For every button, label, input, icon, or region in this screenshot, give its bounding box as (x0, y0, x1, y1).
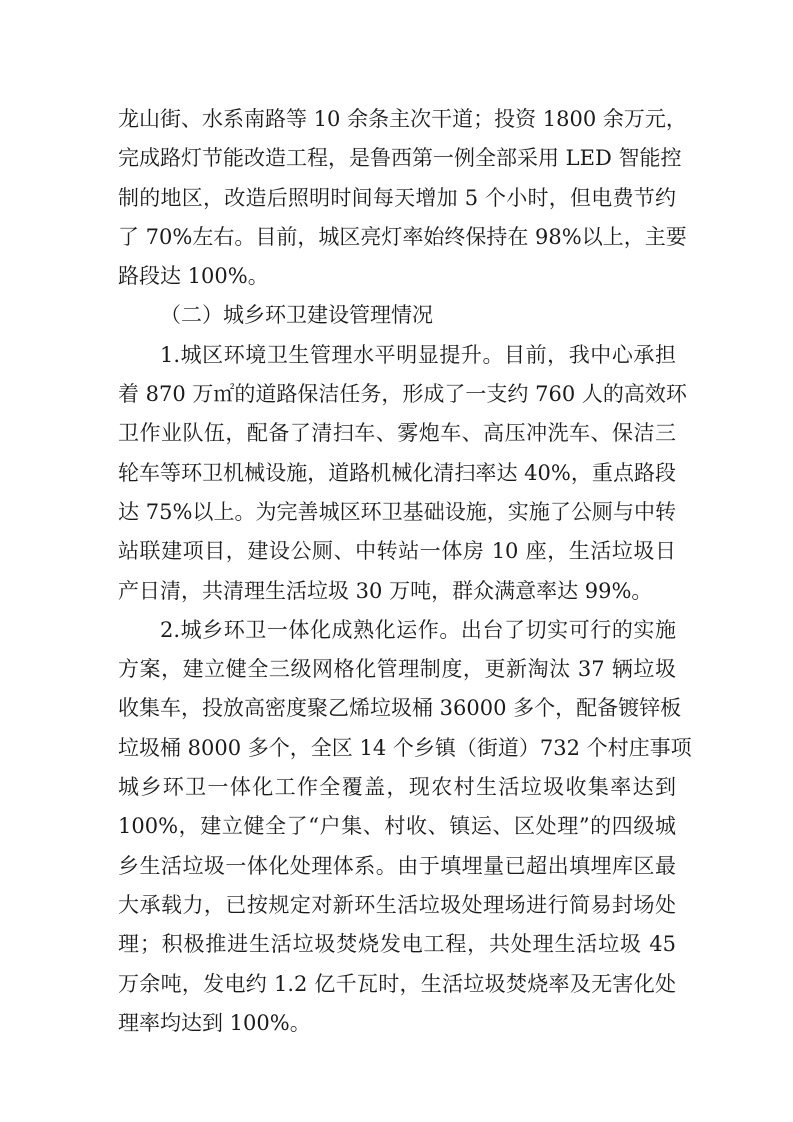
text-line: 达 75%以上。为完善城区环卫基础设施，实施了公厕与中转 (118, 499, 676, 524)
text-line: 路段达 100%。 (118, 264, 269, 289)
text-line: 着 870 万㎡的道路保洁任务，形成了一支约 760 人的高效环 (118, 382, 687, 407)
paragraph-urban-rural-integration (118, 611, 692, 1043)
text-line: 理；积极推进生活垃圾焚烧发电工程，共处理生活垃圾 45 (118, 932, 676, 957)
document-page (118, 100, 692, 1043)
text-line: 1.城区环境卫生管理水平明显提升。目前，我中心承担 (160, 342, 676, 367)
text-line: 完成路灯节能改造工程，是鲁西第一例全部采用 LED 智能控 (118, 146, 682, 171)
paragraph-urban-sanitation (118, 336, 687, 611)
text-line: 卫作业队伍，配备了清扫车、雾炮车、高压冲洗车、保洁三 (118, 421, 676, 446)
text-line: 站联建项目，建设公厕、中转站一体房 10 座，生活垃圾日 (118, 539, 676, 564)
text-line: 制的地区，改造后照明时间每天增加 5 个小时，但电费节约 (118, 185, 676, 210)
text-line: 垃圾桶 8000 多个，全区 14 个乡镇（街道）732 个村庄事项 (118, 735, 692, 760)
paragraph-street-lighting (118, 100, 687, 296)
text-line: 轮车等环卫机械设施，道路机械化清扫率达 40%，重点路段 (118, 460, 676, 485)
text-line: 龙山街、水系南路等 10 余条主次干道；投资 1800 余万元， (118, 107, 687, 131)
text-line: 2.城乡环卫一体化成熟化运作。出台了切实可行的实施 (160, 617, 676, 642)
text-line: 收集车，投放高密度聚乙烯垃圾桶 36000 多个，配备镀锌板 (118, 696, 682, 721)
text-line: 城乡环卫一体化工作全覆盖，现农村生活垃圾收集率达到 (118, 775, 676, 800)
text-line: 理率均达到 100%。 (118, 1010, 311, 1035)
text-line: 产日清，共清理生活垃圾 30 万吨，群众满意率达 99%。 (118, 578, 653, 603)
section-heading: （二）城乡环卫建设管理情况 (160, 303, 433, 328)
text-line: 方案，建立健全三级网格化管理制度，更新淘汰 37 辆垃圾 (118, 657, 676, 682)
text-line: 了 70%左右。目前，城区亮灯率始终保持在 98%以上，主要 (118, 224, 687, 249)
text-line: 乡生活垃圾一体化处理体系。由于填埋量已超出填埋库区最 (118, 853, 676, 878)
text-line: 万余吨，发电约 1.2 亿千瓦时，生活垃圾焚烧率及无害化处 (118, 971, 676, 996)
text-line: 大承载力，已按规定对新环生活垃圾处理场进行简易封场处 (118, 892, 676, 917)
text-line: 100%，建立健全了“户集、村收、镇运、区处理”的四级城 (118, 814, 676, 839)
